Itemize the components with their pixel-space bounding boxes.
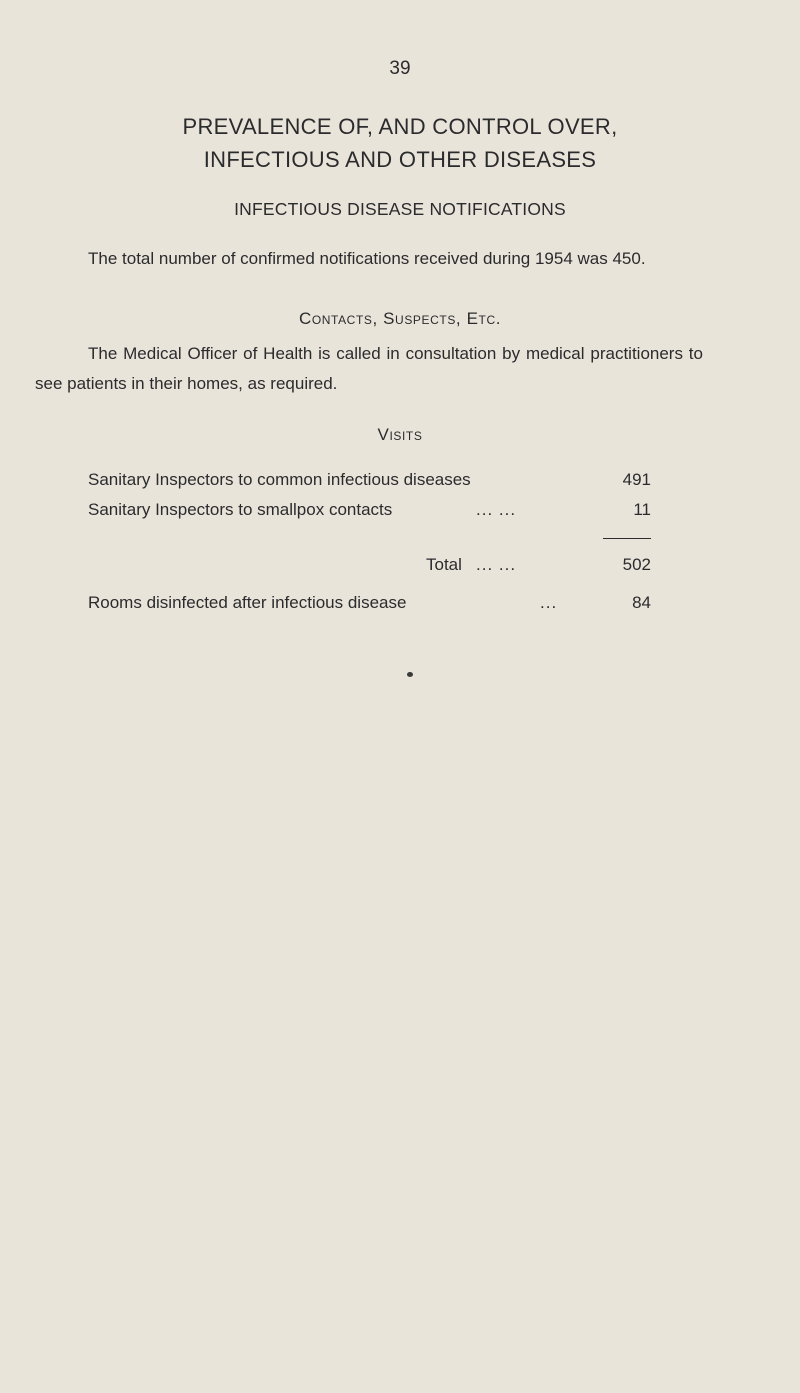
rooms-disinfected-row [88,593,663,617]
page-title [0,110,800,176]
row-value: 491 [622,470,651,489]
row-label: Sanitary Inspectors to common infectious diseases [88,470,471,489]
total-label: Total [426,555,462,574]
row-leader-dots: ... ... [476,500,517,519]
row-label: Rooms disinfected after infectious disease [88,593,407,612]
printer-mark [407,672,413,677]
consultation-paragraph: The Medical Officer of Health is called in consultation by medical practitioners to see patients in their homes, as required. [35,344,703,393]
row-label: Sanitary Inspectors to smallpox contacts [88,500,393,519]
row-leader-dots: ... ... [476,555,517,574]
title-line-2: INFECTIOUS AND OTHER DISEASES [203,147,597,172]
visits-row-common-diseases [88,470,663,494]
section-heading: INFECTIOUS DISEASE NOTIFICATIONS [234,199,566,219]
total-value: 502 [622,555,651,574]
contacts-heading: Contacts, Suspects, Etc. [298,309,502,328]
page-number: 39 [389,58,411,79]
row-leader-dots: ... [540,593,558,612]
title-line-1: PREVALENCE OF, AND CONTROL OVER, [182,114,618,139]
notifications-paragraph: The total number of confirmed notifications received during 1954 was 450. [88,249,646,268]
visits-row-smallpox-contacts [88,500,663,524]
total-rule [603,538,651,539]
row-value: 11 [633,500,651,519]
row-value: 84 [632,593,651,612]
visits-heading: Visits [377,425,423,444]
visits-total-row [88,555,663,579]
